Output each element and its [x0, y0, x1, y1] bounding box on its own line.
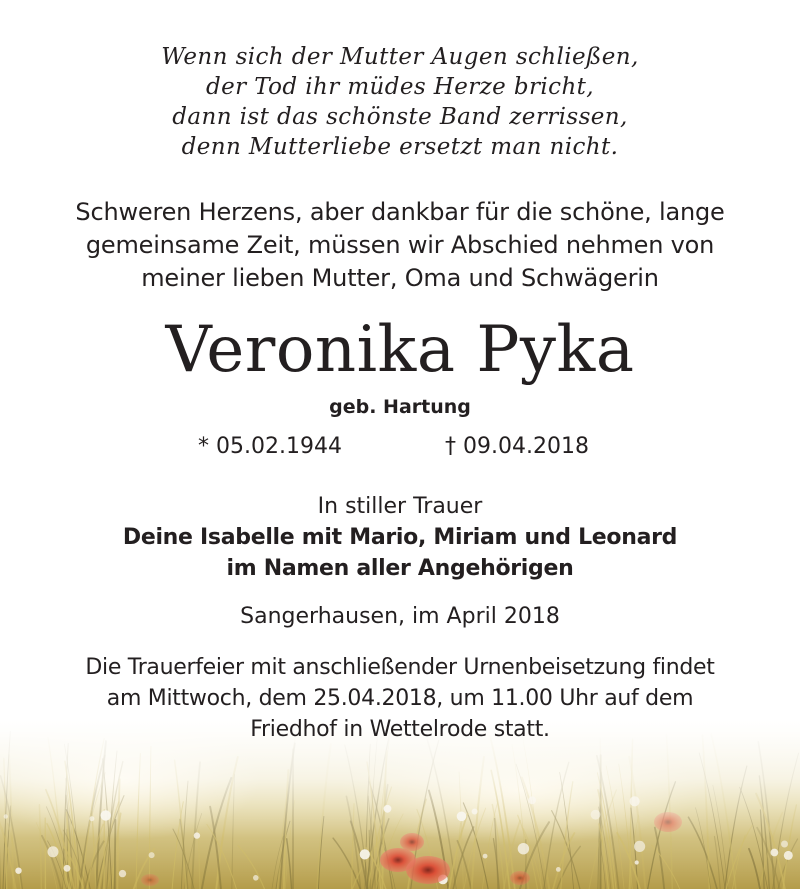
mourners-line: im Namen aller Angehörigen — [226, 556, 574, 581]
intro-line: gemeinsame Zeit, müssen wir Abschied nehmen von — [85, 231, 715, 259]
poem-line: der Tod ihr müdes Herze bricht, — [205, 74, 595, 100]
mourners-names — [0, 522, 800, 584]
place-and-date: Sangerhausen, im April 2018 — [240, 604, 560, 629]
deceased-name: Veronika Pyka — [165, 313, 635, 387]
meadow-flowers-image — [0, 720, 800, 889]
death-date: † 09.04.2018 — [445, 434, 589, 459]
memorial-poem — [0, 42, 800, 162]
intro-line: meiner lieben Mutter, Oma und Schwägerin — [141, 264, 659, 292]
poem-line: dann ist das schönste Band zerrissen, — [172, 104, 628, 130]
ceremony-info — [0, 652, 800, 745]
intro-text — [0, 196, 800, 295]
mourners-line: Deine Isabelle mit Mario, Miriam und Leonard — [122, 525, 678, 550]
intro-line: Schweren Herzens, aber dankbar für die schöne, lange — [75, 198, 725, 226]
ceremony-line: Friedhof in Wettelrode statt. — [250, 717, 550, 742]
poem-line: Wenn sich der Mutter Augen schließen, — [161, 44, 639, 70]
mourning-heading: In stiller Trauer — [317, 494, 483, 519]
birth-date: * 05.02.1944 — [198, 434, 342, 459]
ceremony-line: Die Trauerfeier mit anschließender Urnenbeisetzung findet — [85, 655, 715, 680]
poem-line: denn Mutterliebe ersetzt man nicht. — [181, 134, 619, 160]
maiden-name: geb. Hartung — [329, 396, 471, 418]
ceremony-line: am Mittwoch, dem 25.04.2018, um 11.00 Uhr auf dem — [106, 686, 694, 711]
